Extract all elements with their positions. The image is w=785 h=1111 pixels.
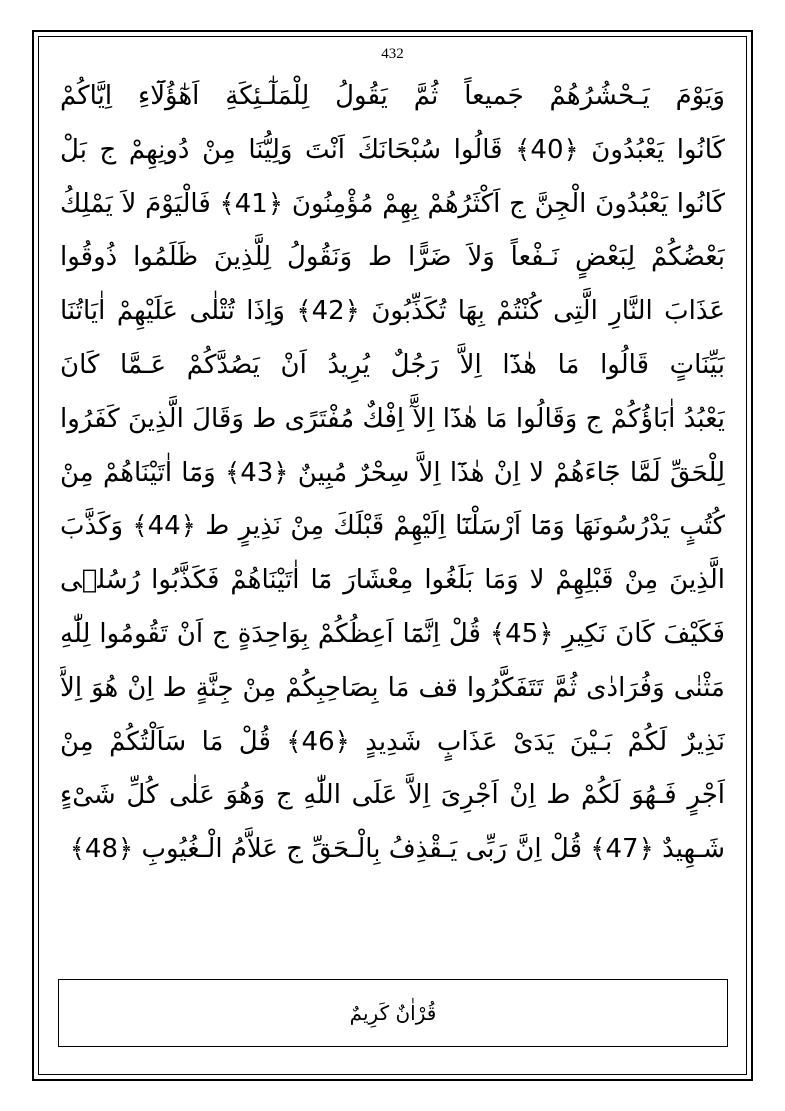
text-line: بَعْضُكُمْ لِبَعْضٍ نَـفْعاً وَلاَ ضَرًّا ط وَنَقُولُ لِلَّذِينَ ظَلَمُوا ذُوقُوا	[60, 242, 725, 273]
text-line: كَانُوا يَعْبُدُونَ الْجِنَّ ج اَكْثَرُهُمْ بِهِمْ مُؤْمِنُونَ ﴿41﴾ فَالْيَوْمَ لاَ يَمْلِكُ	[60, 188, 725, 219]
text-line: وَيَوْمَ يَـحْشُرُهُمْ جَميعاً ثُمَّ يَقُولُ لِلْمَلٰٓـئِكَةِ اَهٰٓؤُلَٓاءِ اِيَّاكُمْ	[60, 81, 725, 111]
text-line: الَّذِينَ مِنْ قَبْلِهِمْ لا وَمَا بَلَغُوا مِعْشَارَ مَٓا اٰتَيْنَاهُمْ فَكَذَّبُوا رُسُلٖى	[60, 565, 725, 596]
text-line: يَعْبُدُ اٰبَاؤُكُمْ ج وَقَالُوا مَا هٰذَٓا اِلآَّ اِفْكٌ مُفْتَرًى ط وَقَالَ الَّذِينَ كَفَرُوا	[60, 403, 725, 434]
text-line: كَانُوا يَعْبُدُونَ ﴿40﴾ قَالُوا سُبْحَانَكَ اَنْتَ وَلِيُّنَا مِنْ دُونِهِمْ ج بَلْ	[60, 134, 725, 165]
text-line: شَـهِيدٌ ﴿47﴾ قُلْ اِنَّ رَبِّى يَـقْذِفُ بِالْـحَقِّ ج عَلاَّمُ الْـغُيُوبِ ﴿48﴾	[69, 834, 725, 865]
footer-label: قُرْاٰنٌ كَرِيمٌ	[349, 1001, 437, 1025]
text-line: نَذِيرٌ لَكُمْ بَـيْنَ يَدَىْ عَذَابٍ شَدِيدٍ ﴿46﴾ قُلْ مَا سَاَلْتُكُمْ مِنْ	[60, 726, 725, 757]
footer-box	[58, 979, 728, 1047]
text-line: مَثْنٰى وَفُرَادٰى ثُمَّ تَتَفَكَّرُوا قف مَا بِصَاحِبِكُمْ مِنْ جِنَّةٍ ط اِنْ هُوَ اِلاَّ	[60, 672, 725, 703]
text-line: بَيِّنَاتٍ قَالُوا مَا هٰذَٓا اِلاَّ رَجُلٌ يُرِيدُ اَنْ يَصُدَّكُمْ عَـمَّا كَانَ	[60, 349, 725, 380]
text-line: اَجْرٍ فَـهُوَ لَكُمْ ط اِنْ اَجْرِىَ اِلاَّ عَلَى اللّٰهِ ج وَهُوَ عَلٰى كُلِّ شَىْءٍ	[60, 780, 725, 811]
quran-text-block	[60, 70, 725, 877]
text-line: كُتُبٍ يَدْرُسُونَهَا وَمَٓا اَرْسَلْنَٓا اِلَيْهِمْ قَبْلَكَ مِنْ نَذِيرٍ ط ﴿44﴾ وَكَذَّبَ	[60, 511, 725, 542]
text-line: لِلْحَقِّ لَمَّا جَٓاءَهُمْ لا اِنْ هٰذَٓا اِلاَّ سِحْرٌ مُبِينٌ ﴿43﴾ وَمَٓا اٰتَيْنَاهُمْ مِنْ	[60, 457, 725, 488]
text-line: فَكَيْفَ كَانَ نَكِيرِ ﴿45﴾ قُلْ اِنَّمَٓا اَعِظُكُمْ بِوَاحِدَةٍ ج اَنْ تَقُومُوا لِلّٰهِ	[60, 618, 725, 649]
page-number: 432	[381, 46, 404, 62]
text-line: عَذَابَ النَّارِ الَّتِى كُنْتُمْ بِهَا تُكَذِّبُونَ ﴿42﴾ وَاِذَا تُتْلٰى عَلَيْهِمْ اٰيَاتُنَا	[60, 296, 725, 327]
